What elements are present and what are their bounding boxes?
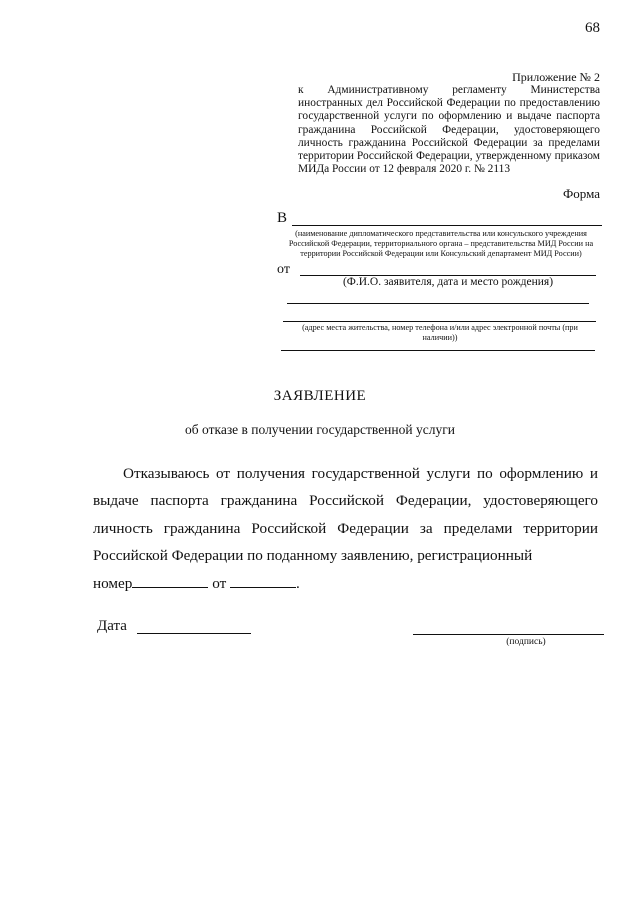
address-caption: (адрес места жительства, номер телефона и/или адрес электронной почты (при наличии)) [302, 323, 578, 342]
document-title: ЗАЯВЛЕНИЕ [273, 388, 367, 404]
applicant-prefix: от [277, 262, 290, 277]
document-subtitle: об отказе в получении государственной услуги [185, 422, 455, 437]
applicant-line-2 [287, 303, 589, 304]
applicant-caption: (Ф.И.О. заявителя, дата и место рождения) [342, 276, 554, 288]
date-blank [230, 587, 296, 588]
from-label: от [212, 574, 227, 592]
form-label: Форма [563, 186, 600, 201]
address-line [283, 321, 596, 322]
signature-line [413, 634, 604, 635]
recipient-line [292, 225, 602, 226]
recipient-prefix: В [277, 210, 288, 226]
recipient-caption: (наименование дипломатического представительства или консульского учреждения Российской Федерации, территориального органа – представительства МИД России на территории Российской Федерации или Консульский департамент МИД России) [288, 229, 594, 258]
registration-number-row [93, 570, 598, 597]
statement-body [93, 460, 598, 597]
number-label: номер [93, 574, 133, 592]
end-punct: . [296, 574, 300, 592]
page-number: 68 [585, 20, 600, 36]
date-line [137, 633, 251, 634]
address-line-2 [281, 350, 595, 351]
date-label: Дата [97, 618, 127, 634]
appendix-text: к Административному регламенту Министерства иностранных дел Российской Федерации по предоставлению государственной услуги по оформлению и выдаче паспорта гражданина Российской Федерации, удостоверяющего личность гражданина Российской Федерации за пределами территории Российской Федерации, утвержденному приказом МИДа России от 12 февраля 2020 г. № 2113 [298, 84, 600, 176]
signature-caption: (подпись) [506, 637, 546, 647]
appendix-title: Приложение № 2 [512, 70, 600, 84]
statement-text: Отказываюсь от получения государственной услуги по оформлению и выдаче паспорта гражданина Российской Федерации, удостоверяющего личность гражданина Российской Федерации за пределами территории Российской Федерации по поданному заявлению, регистрационный [93, 465, 598, 565]
number-blank [132, 587, 208, 588]
